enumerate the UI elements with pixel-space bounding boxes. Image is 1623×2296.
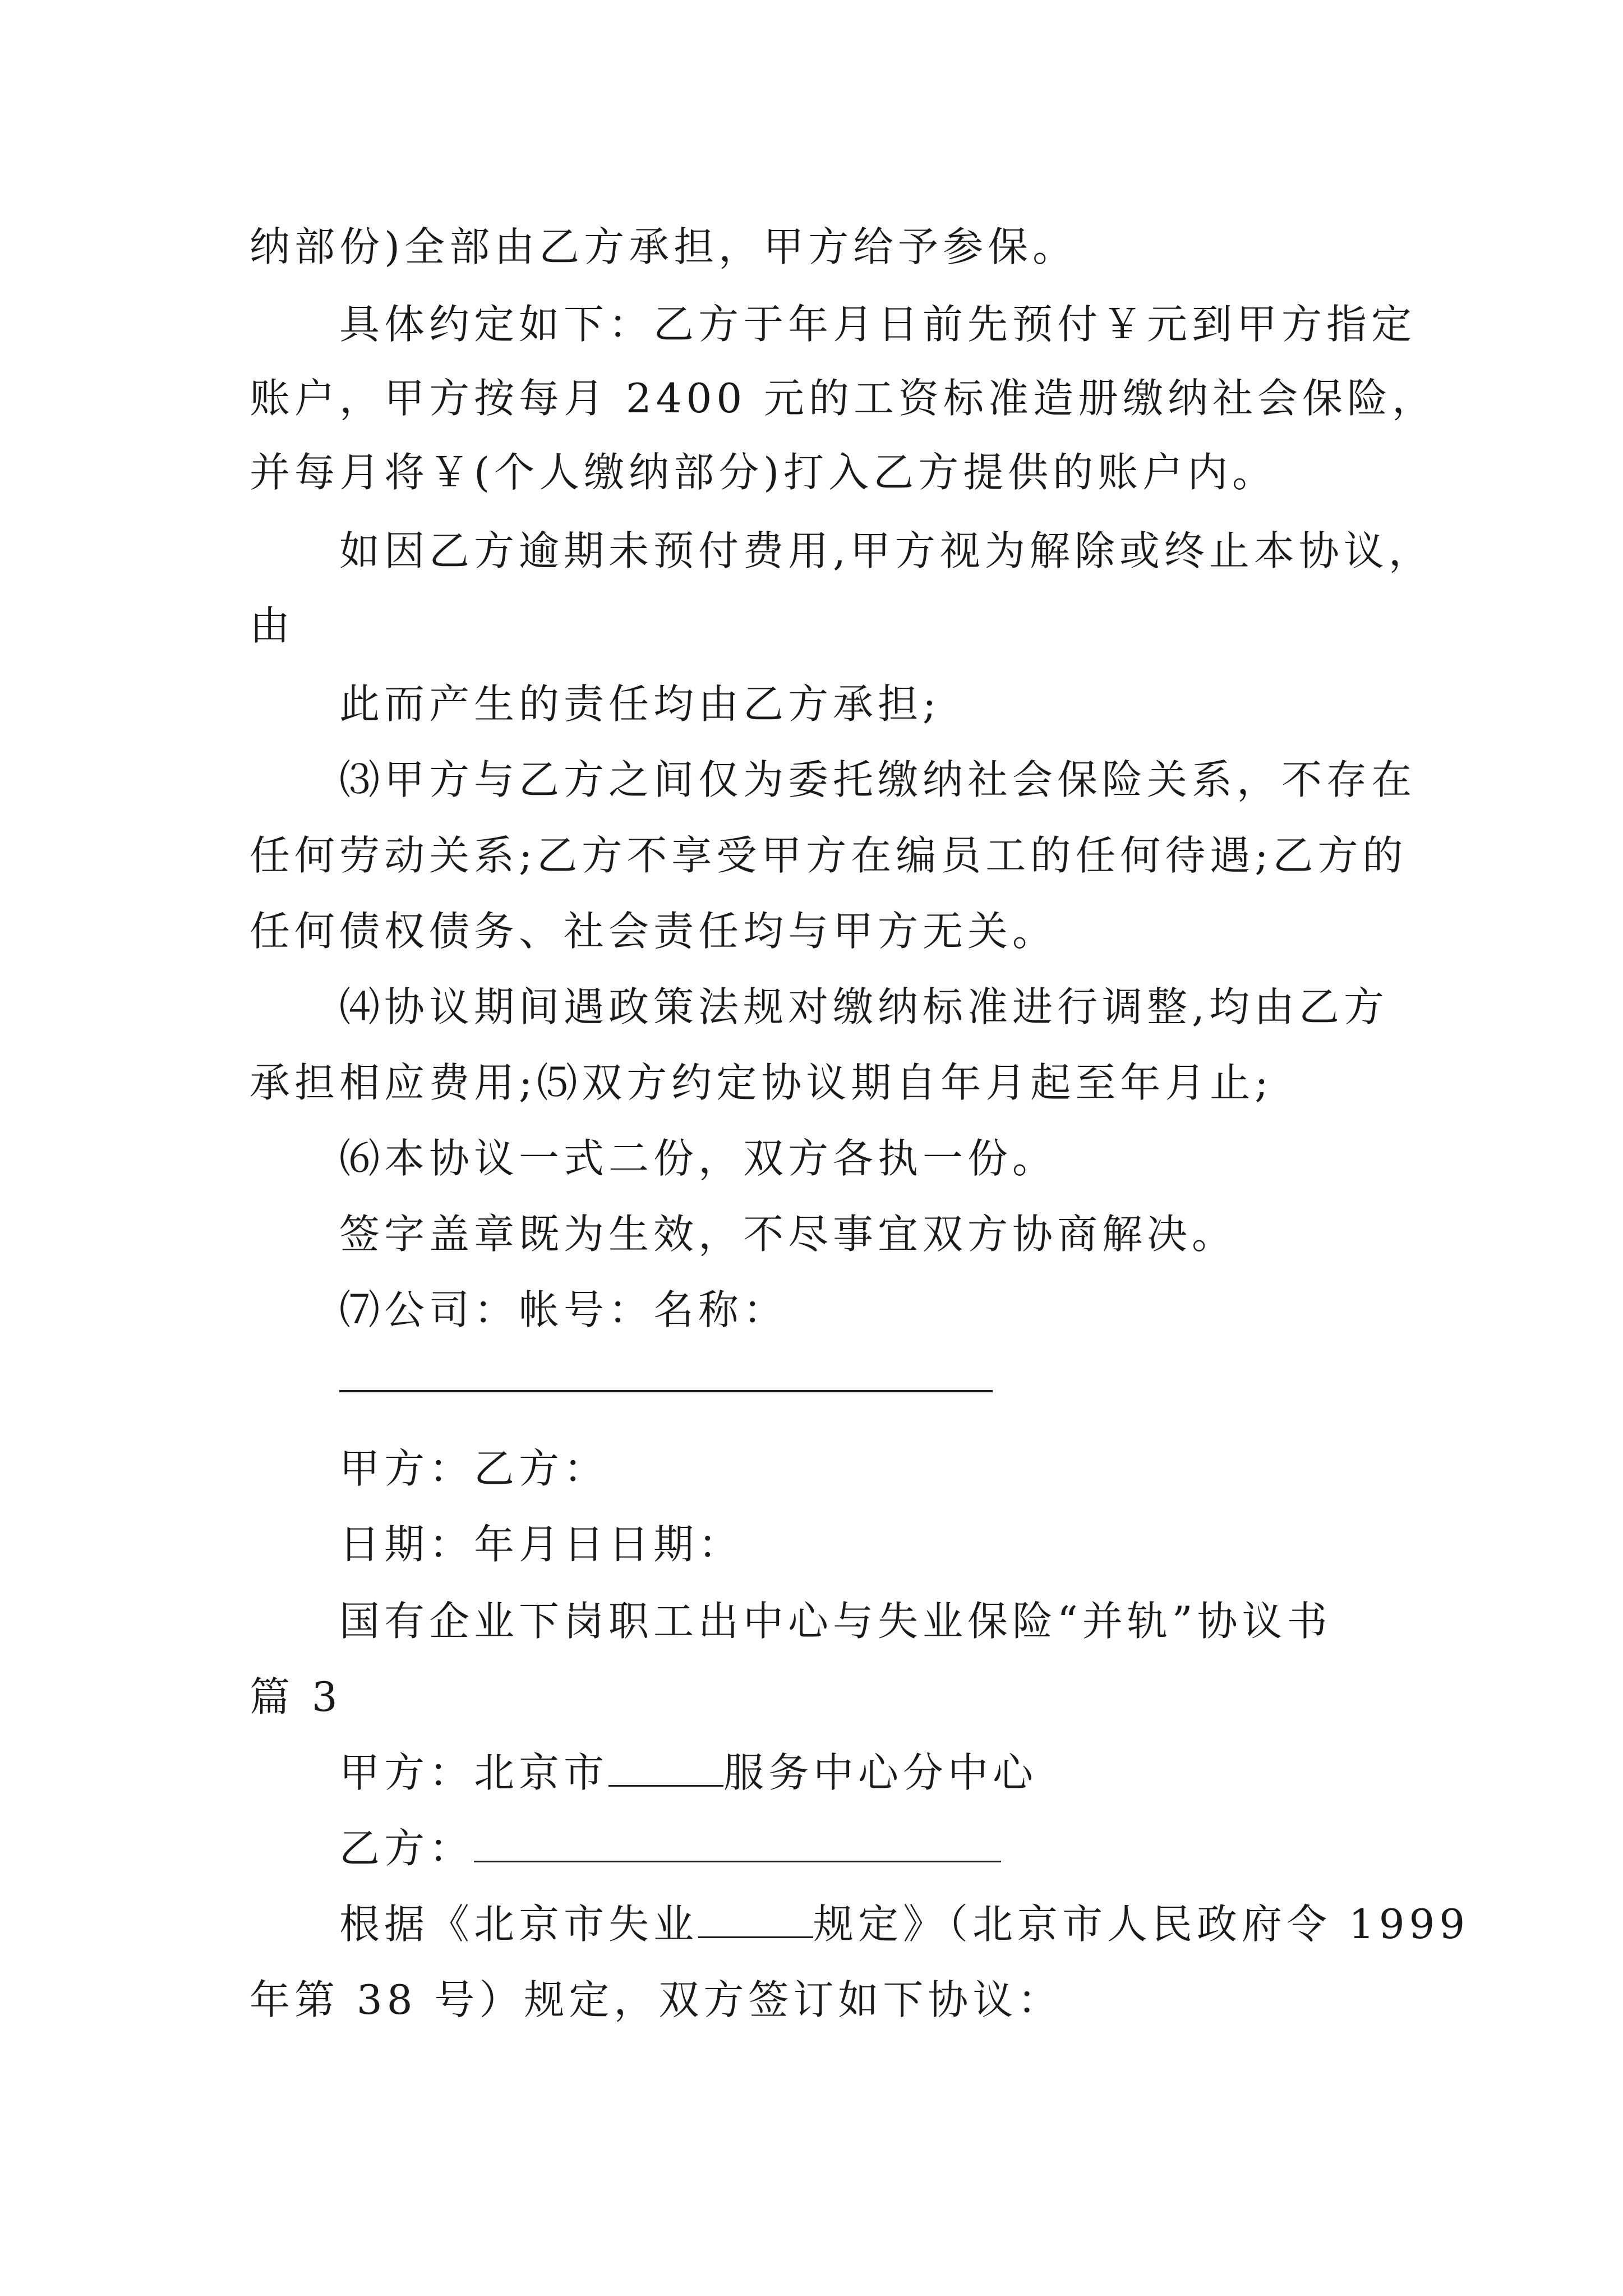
paragraph-line: ⑶甲方与乙方之间仅为委托缴纳社会保险关系，不存在 (339, 756, 1417, 803)
paragraph-line: 账户，甲方按每月 2400 元的工资标准造册缴纳社会保险， (250, 375, 1437, 422)
paragraph-line: ⑺公司：帐号：名称： (339, 1286, 789, 1333)
paragraph-line: 任何劳动关系;乙方不享受甲方在编员工的任何待遇;乙方的 (250, 832, 1408, 879)
separator-rule (339, 1390, 993, 1392)
paragraph-line: ⑹本协议一式二份，双方各执一份。 (339, 1135, 1058, 1182)
party-a-line (339, 1745, 1483, 1801)
signature-line: 甲方：乙方： (339, 1445, 609, 1492)
paragraph-line: 并每月将￥(个人缴纳部分)打入乙方提供的账户内。 (250, 449, 1278, 496)
paragraph-line: 承担相应费用;⑸双方约定协议期自年月起至年月止; (250, 1059, 1273, 1106)
paragraph-line: 如因乙方逾期未预付费用,甲方视为解除或终止本协议， (339, 527, 1433, 574)
blank-underline (698, 1897, 813, 1938)
section-title-continued: 篇 3 (250, 1673, 342, 1720)
paragraph-line: 此而产生的责任均由乙方承担; (339, 680, 941, 728)
date-line: 日期：年月日日期： (339, 1521, 744, 1568)
section-title: 国有企业下岗职工出中心与失业保险“并轨”协议书 (339, 1598, 1332, 1645)
paragraph-line: 年第 38 号）规定，双方签订如下协议： (250, 1976, 1063, 2023)
party-b-line (339, 1820, 1483, 1876)
paragraph-line: ⑷协议期间遇政策法规对缴纳标准进行调整,均由乙方 (339, 983, 1389, 1030)
party-a-suffix: 服务中心分中心 (723, 1749, 1038, 1796)
paragraph-line (339, 1896, 1483, 1952)
paragraph-line: 签字盖章既为生效，不尽事宜双方协商解决。 (339, 1211, 1237, 1258)
blank-underline (474, 1821, 1001, 1862)
paragraph-line: 任何债权债务、社会责任均与甲方无关。 (250, 908, 1058, 955)
paragraph-line: 由 (250, 602, 295, 649)
regulation-suffix: 规定》（北京市人民政府令 1999 (813, 1901, 1470, 1948)
party-b-label: 乙方： (339, 1825, 474, 1872)
paragraph-line: 纳部份)全部由乙方承担，甲方给予参保。 (250, 223, 1078, 270)
regulation-prefix: 根据《北京市失业 (339, 1901, 699, 1948)
blank-underline (608, 1746, 723, 1787)
party-a-label: 甲方：北京市 (339, 1749, 609, 1796)
paragraph-line: 具体约定如下：乙方于年月日前先预付￥元到甲方指定 (339, 301, 1417, 348)
